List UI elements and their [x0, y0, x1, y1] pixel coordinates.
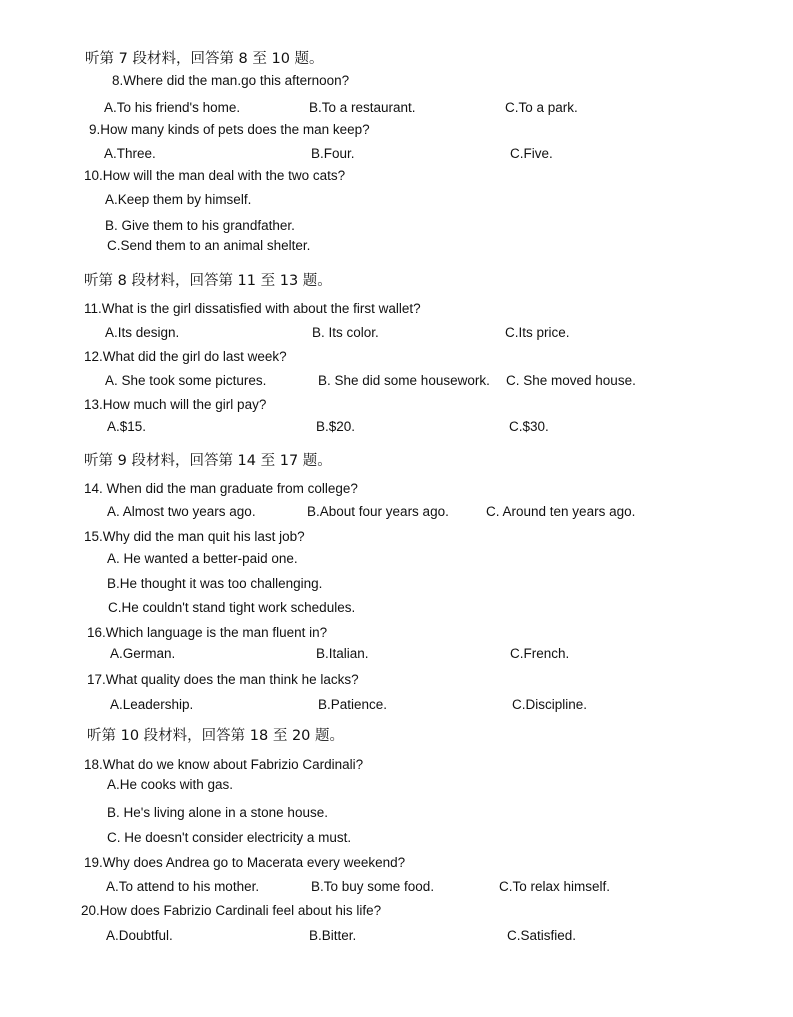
answer-option-a: A.Three. — [104, 146, 156, 161]
answer-option-a: A.Leadership. — [110, 697, 194, 712]
answer-option-c: C.Send them to an animal shelter. — [107, 238, 311, 253]
answer-option-a: A.He cooks with gas. — [107, 777, 234, 792]
answer-option-c: C.Discipline. — [512, 697, 588, 712]
question-stem: 19.Why does Andrea go to Macerata every weekend? — [84, 855, 406, 870]
answer-option-b: B.$20. — [316, 419, 356, 434]
answer-option-b: B.Bitter. — [309, 928, 357, 943]
answer-option-b: B.Four. — [311, 146, 355, 161]
answer-option-b: B.Patience. — [318, 697, 388, 712]
question-stem: 16.Which language is the man fluent in? — [87, 625, 328, 640]
answer-option-a: A.To his friend's home. — [104, 100, 241, 115]
answer-option-b: B.To buy some food. — [311, 879, 435, 894]
answer-option-a: A. Almost two years ago. — [107, 504, 256, 519]
answer-option-b: B.He thought it was too challenging. — [107, 576, 323, 591]
answer-option-a: A.To attend to his mother. — [106, 879, 260, 894]
question-stem: 12.What did the girl do last week? — [84, 349, 287, 364]
section-heading: 听第 8 段材料，回答第 11 至 13 题。 — [84, 273, 332, 289]
question-stem: 10.How will the man deal with the two cats? — [84, 168, 346, 183]
question-stem: 9.How many kinds of pets does the man keep? — [89, 122, 370, 137]
question-stem: 15.Why did the man quit his last job? — [84, 529, 305, 544]
answer-option-b: B. Its color. — [312, 325, 379, 340]
answer-option-b: B.Italian. — [316, 646, 369, 661]
question-stem: 18.What do we know about Fabrizio Cardinali? — [84, 757, 364, 772]
answer-option-a: A.German. — [110, 646, 176, 661]
answer-option-c: C.Its price. — [505, 325, 570, 340]
answer-option-b: B. She did some housework. — [318, 373, 490, 388]
answer-option-c: C.Five. — [510, 146, 553, 161]
section-heading: 听第 10 段材料，回答第 18 至 20 题。 — [87, 728, 345, 744]
question-stem: 13.How much will the girl pay? — [84, 397, 267, 412]
answer-option-c: C. She moved house. — [506, 373, 636, 388]
question-stem: 17.What quality does the man think he lacks? — [87, 672, 359, 687]
answer-option-a: A.Its design. — [105, 325, 180, 340]
answer-option-b: B.To a restaurant. — [309, 100, 416, 115]
section-heading: 听第 7 段材料，回答第 8 至 10 题。 — [85, 51, 324, 67]
answer-option-b: B. Give them to his grandfather. — [105, 218, 295, 233]
answer-option-a: A. She took some pictures. — [105, 373, 267, 388]
question-stem: 14. When did the man graduate from college? — [84, 481, 358, 496]
answer-option-c: C.To relax himself. — [499, 879, 611, 894]
answer-option-c: C.To a park. — [505, 100, 578, 115]
answer-option-a: A.$15. — [107, 419, 147, 434]
answer-option-a: A.Doubtful. — [106, 928, 173, 943]
answer-option-a: A.Keep them by himself. — [105, 192, 252, 207]
section-heading: 听第 9 段材料，回答第 14 至 17 题。 — [84, 453, 332, 469]
question-stem: 20.How does Fabrizio Cardinali feel about his life? — [81, 903, 382, 918]
answer-option-b: B.About four years ago. — [307, 504, 449, 519]
answer-option-c: C.French. — [510, 646, 570, 661]
question-stem: 8.Where did the man.go this afternoon? — [112, 73, 350, 88]
question-stem: 11.What is the girl dissatisfied with about the first wallet? — [84, 301, 421, 316]
answer-option-b: B. He's living alone in a stone house. — [107, 805, 328, 820]
answer-option-c: C.He couldn't stand tight work schedules. — [108, 600, 356, 615]
answer-option-c: C. Around ten years ago. — [486, 504, 636, 519]
answer-option-a: A. He wanted a better-paid one. — [107, 551, 298, 566]
answer-option-c: C. He doesn't consider electricity a must. — [107, 830, 352, 845]
answer-option-c: C.Satisfied. — [507, 928, 577, 943]
answer-option-c: C.$30. — [509, 419, 549, 434]
